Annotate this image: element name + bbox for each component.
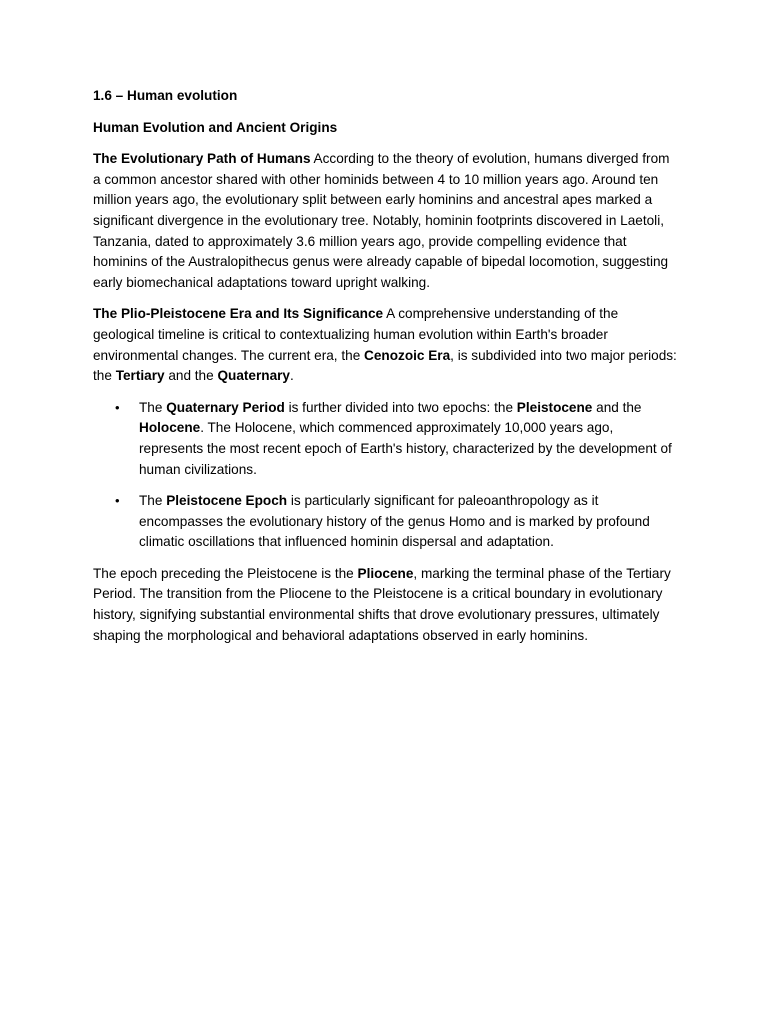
paragraph-heading-plio-pleistocene: The Plio-Pleistocene Era and Its Significance	[93, 306, 384, 322]
section-number-heading: 1.6 – Human evolution	[93, 88, 238, 103]
list-item-text: The	[139, 493, 167, 509]
list-item-text: The	[139, 399, 167, 415]
bullet-icon: •	[115, 493, 120, 509]
term-pleistocene-epoch: Pleistocene Epoch	[166, 493, 288, 509]
paragraph-text: .	[290, 368, 294, 384]
paragraph-text: , is subdivided into two major periods: the	[93, 347, 677, 384]
list-item-pleistocene-epoch	[93, 491, 678, 553]
term-quaternary: Quaternary	[217, 368, 290, 384]
paragraph-plio-pleistocene	[93, 304, 678, 386]
list-item-text: is particularly significant for paleoanthropology as it encompasses the evolutionary history of the genus Homo and is marked by profound climatic oscillations that influenced hominin dispersal and adaptation.	[139, 493, 650, 550]
list-item-text: is further divided into two epochs: the	[284, 399, 517, 415]
bullet-icon: •	[115, 399, 120, 415]
paragraph-heading-evolutionary-path: The Evolutionary Path of Humans	[93, 151, 311, 167]
list-item-quaternary-period	[93, 398, 678, 480]
paragraph-text: According to the theory of evolution, humans diverged from a common ancestor shared with other hominids between 4 to 10 million years ago. Around ten million years ago, the evolutionary split between early hominins and ancestral apes marked a significant divergence in the evolutionary tree. Notably, hominin footprints discovered in Laetoli, Tanzania, dated to approximately 3.6 million years ago, provide compelling evidence that hominins of the Australopithecus genus were already capable of bipedal locomotion, suggesting early biomechanical adaptations toward upright walking.	[93, 151, 670, 290]
term-quaternary-period: Quaternary Period	[166, 399, 285, 415]
list-item-text: . The Holocene, which commenced approximately 10,000 years ago, represents the most recent epoch of Earth's history, characterized by the development of human civilizations.	[139, 420, 672, 477]
paragraph-text: A comprehensive understanding of the geological timeline is critical to contextualizing human evolution within Earth's broader environmental changes. The current era, the	[93, 306, 619, 363]
term-pliocene: Pliocene	[357, 565, 414, 581]
epoch-bullet-list	[93, 398, 678, 553]
document-page	[93, 86, 678, 657]
paragraph-text: , marking the terminal phase of the Tertiary Period. The transition from the Pliocene to the Pleistocene is a critical boundary in evolutionary history, signifying substantial environmental shifts that drove evolutionary pressures, ultimately shaping the morphological and behavioral adaptations observed in early hominins.	[93, 565, 671, 643]
term-pleistocene: Pleistocene	[516, 399, 593, 415]
paragraph-text: and the	[164, 368, 218, 384]
paragraph-evolutionary-path	[93, 149, 678, 293]
paragraph-pliocene	[93, 564, 678, 646]
term-holocene: Holocene	[139, 420, 201, 436]
term-cenozoic-era: Cenozoic Era	[364, 347, 451, 363]
term-tertiary: Tertiary	[115, 368, 165, 384]
document-title: Human Evolution and Ancient Origins	[93, 119, 338, 135]
paragraph-text: The epoch preceding the Pleistocene is the	[93, 565, 358, 581]
list-item-text: and the	[592, 399, 642, 415]
